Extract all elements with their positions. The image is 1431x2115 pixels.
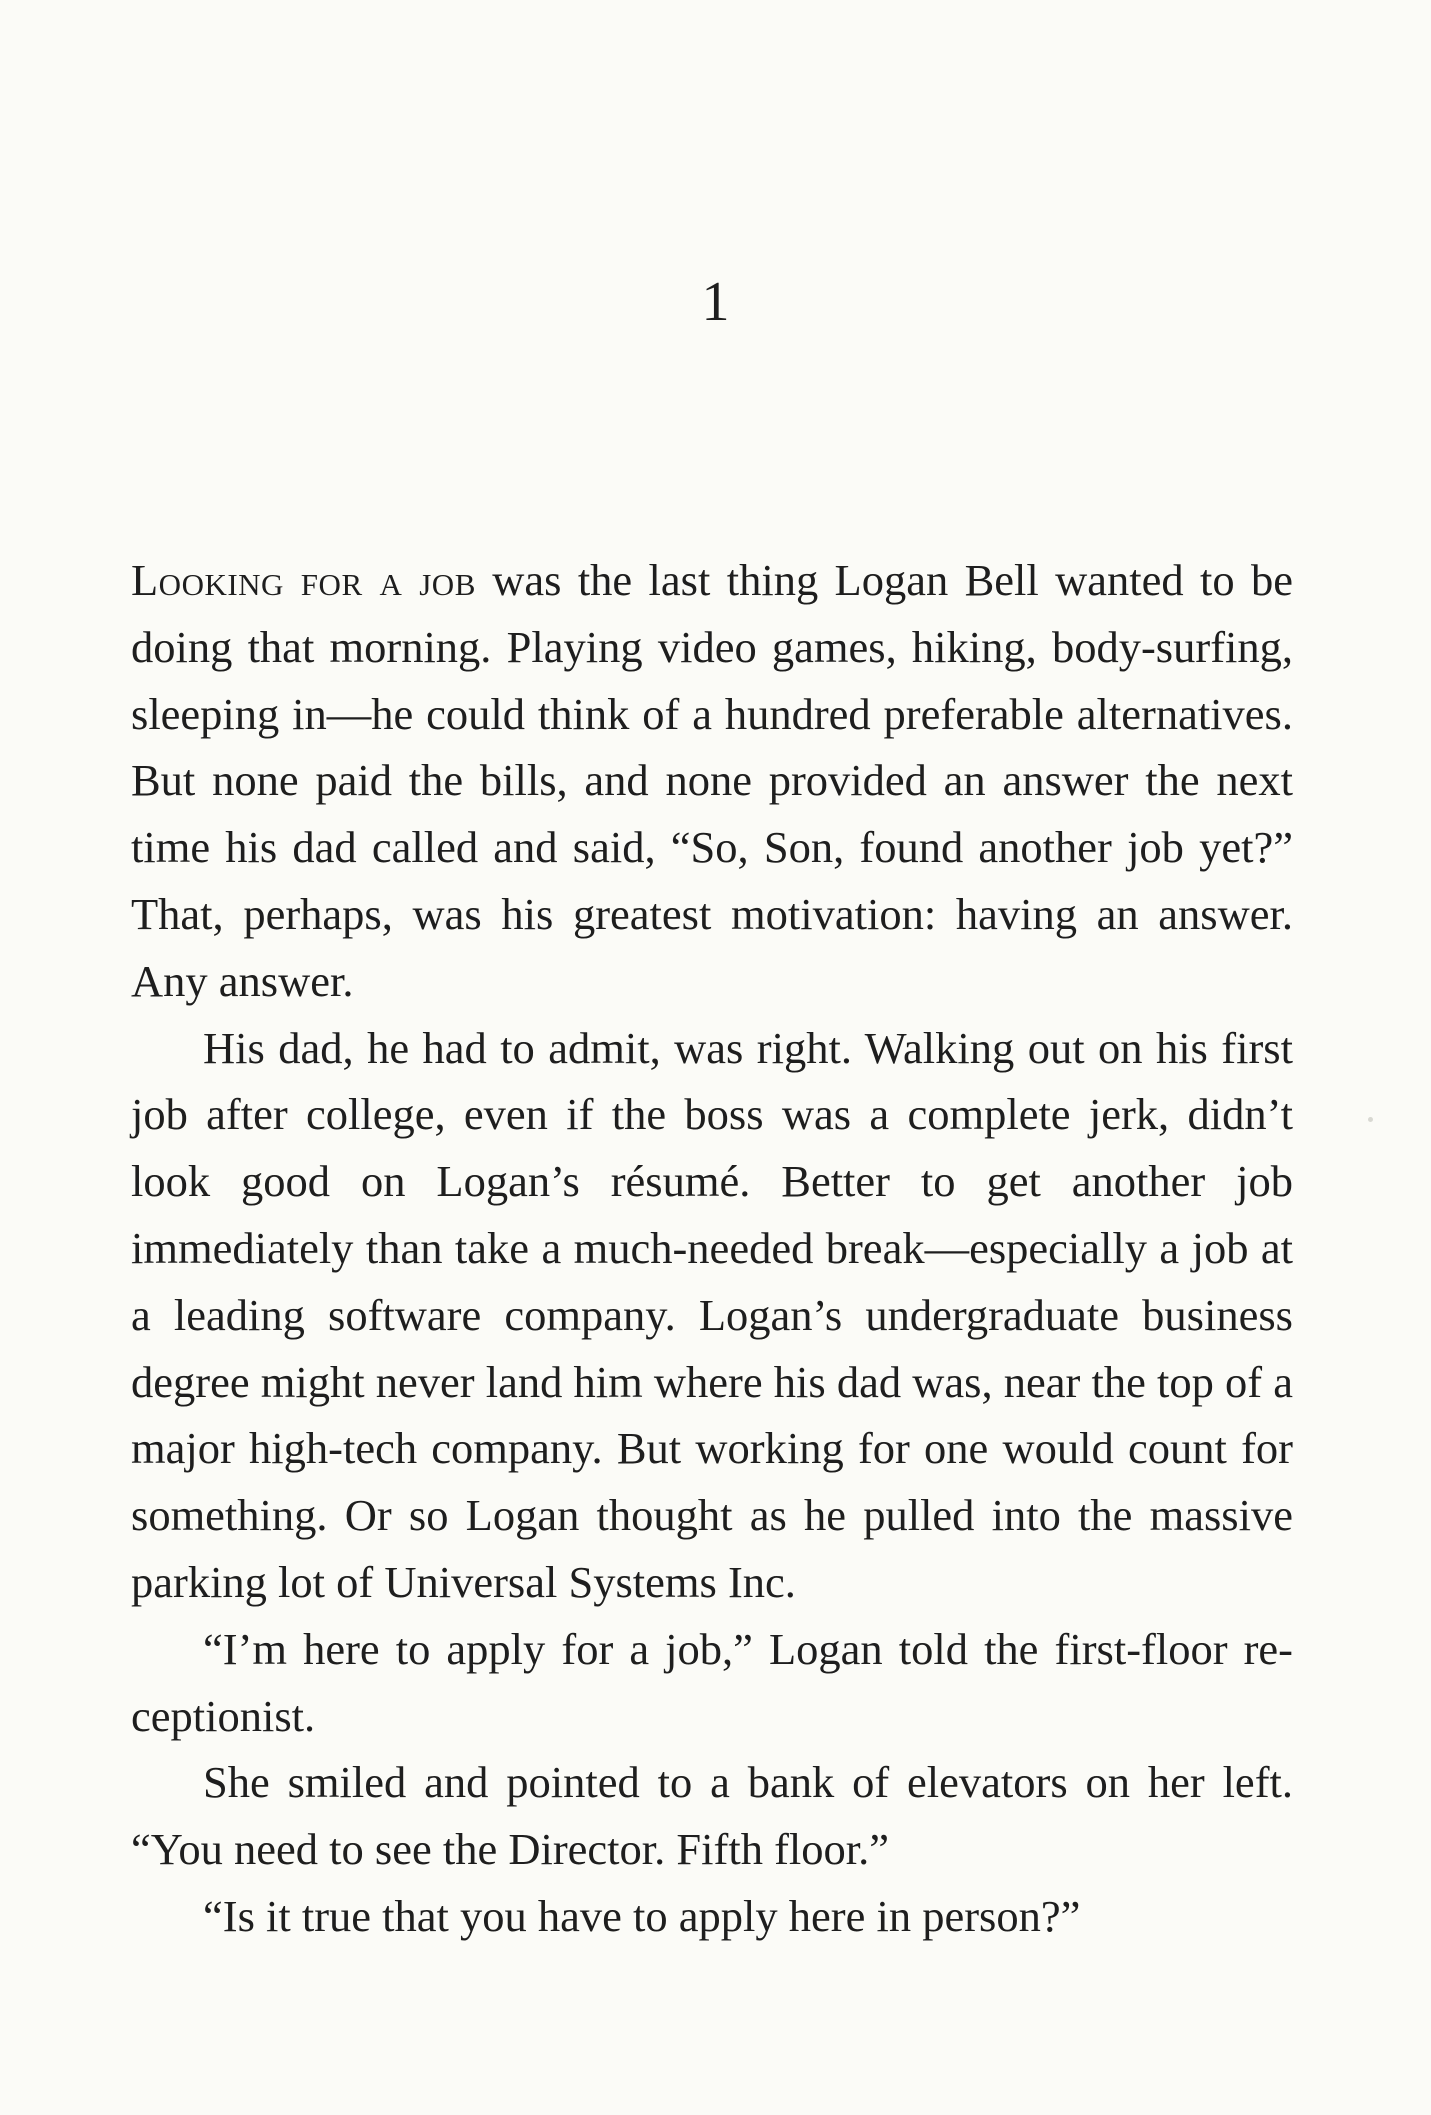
paragraph-1 [131,547,1293,1015]
scan-speck [1368,1117,1373,1122]
chapter-body [131,547,1293,1950]
small-caps-lead-in: Looking for a job [131,555,476,605]
chapter-number: 1 [701,271,730,333]
paragraph-1-text: was the last thing Logan Bell wanted to be doing that morning. Playing video games, hiking, body-surfing, sleeping in—he could think of a hundred preferable alternatives. But none paid the bills, and none provided an answer the next time his dad called and said, “So, Son, found another job yet?” That, perhaps, was his greatest motivation: having an answer. Any answer. [131,555,1293,1006]
paragraph-2: His dad, he had to admit, was right. Walking out on his first job after college, even if the boss was a complete jerk, didn’t look good on Logan’s résumé. Better to get another job immediately than take a much-needed break—especially a job at a leading software company. Logan’s undergraduate business degree might never land him where his dad was, near the top of a major high-tech company. But working for one would count for something. Or so Logan thought as he pulled into the massive parking lot of Universal Systems Inc. [131,1022,1293,1607]
paragraph-5: “Is it true that you have to apply here in person?” [203,1890,1081,1941]
paragraph-3: “I’m here to apply for a job,” Logan told the first-floor re-ceptionist. [131,1623,1293,1741]
paragraph-4: She smiled and pointed to a bank of elevators on her left. “You need to see the Director. Fifth floor.” [131,1757,1293,1875]
